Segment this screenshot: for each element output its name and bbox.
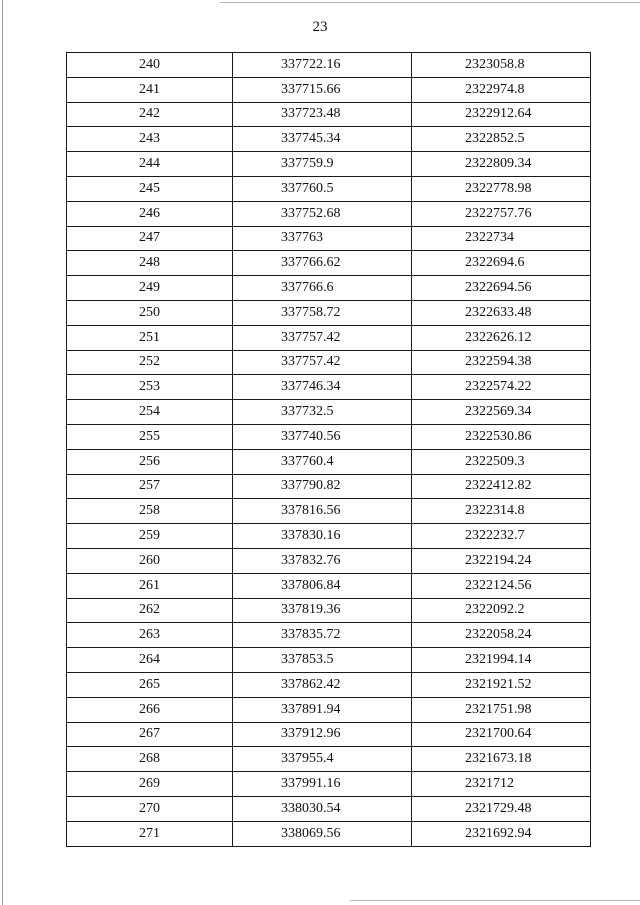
point-number-cell: 268 <box>67 747 233 772</box>
coordinate-table <box>66 52 591 847</box>
table-row <box>67 300 591 325</box>
x-coordinate-cell: 337853.5 <box>233 648 412 673</box>
y-coordinate-cell: 2322694.56 <box>412 276 591 301</box>
table-row <box>67 424 591 449</box>
y-coordinate-cell: 2322778.98 <box>412 176 591 201</box>
table-row <box>67 176 591 201</box>
table-row <box>67 573 591 598</box>
x-coordinate-cell: 338030.54 <box>233 796 412 821</box>
table-row <box>67 796 591 821</box>
x-coordinate-cell: 337991.16 <box>233 772 412 797</box>
y-coordinate-cell: 2322757.76 <box>412 201 591 226</box>
y-coordinate-cell: 2322694.6 <box>412 251 591 276</box>
point-number-cell: 248 <box>67 251 233 276</box>
x-coordinate-cell: 337758.72 <box>233 300 412 325</box>
x-coordinate-cell: 337760.4 <box>233 449 412 474</box>
point-number-cell: 265 <box>67 672 233 697</box>
x-coordinate-cell: 337830.16 <box>233 524 412 549</box>
y-coordinate-cell: 2322626.12 <box>412 325 591 350</box>
y-coordinate-cell: 2322912.64 <box>412 102 591 127</box>
table-row <box>67 598 591 623</box>
table-row <box>67 449 591 474</box>
x-coordinate-cell: 337745.34 <box>233 127 412 152</box>
x-coordinate-cell: 337757.42 <box>233 350 412 375</box>
x-coordinate-cell: 337832.76 <box>233 548 412 573</box>
table-row <box>67 375 591 400</box>
y-coordinate-cell: 2322314.8 <box>412 499 591 524</box>
y-coordinate-cell: 2322594.38 <box>412 350 591 375</box>
y-coordinate-cell: 2321712 <box>412 772 591 797</box>
x-coordinate-cell: 337723.48 <box>233 102 412 127</box>
y-coordinate-cell: 2323058.8 <box>412 53 591 78</box>
y-coordinate-cell: 2322412.82 <box>412 474 591 499</box>
table-row <box>67 672 591 697</box>
table-row <box>67 548 591 573</box>
point-number-cell: 255 <box>67 424 233 449</box>
y-coordinate-cell: 2322509.3 <box>412 449 591 474</box>
x-coordinate-cell: 337746.34 <box>233 375 412 400</box>
point-number-cell: 252 <box>67 350 233 375</box>
y-coordinate-cell: 2322852.5 <box>412 127 591 152</box>
point-number-cell: 257 <box>67 474 233 499</box>
x-coordinate-cell: 337732.5 <box>233 400 412 425</box>
point-number-cell: 266 <box>67 697 233 722</box>
y-coordinate-cell: 2321751.98 <box>412 697 591 722</box>
x-coordinate-cell: 337766.62 <box>233 251 412 276</box>
point-number-cell: 251 <box>67 325 233 350</box>
point-number-cell: 263 <box>67 623 233 648</box>
point-number-cell: 249 <box>67 276 233 301</box>
point-number-cell: 244 <box>67 152 233 177</box>
point-number-cell: 243 <box>67 127 233 152</box>
point-number-cell: 246 <box>67 201 233 226</box>
point-number-cell: 270 <box>67 796 233 821</box>
x-coordinate-cell: 337740.56 <box>233 424 412 449</box>
table-row <box>67 350 591 375</box>
x-coordinate-cell: 337912.96 <box>233 722 412 747</box>
table-row <box>67 747 591 772</box>
point-number-cell: 261 <box>67 573 233 598</box>
point-number-cell: 256 <box>67 449 233 474</box>
x-coordinate-cell: 337766.6 <box>233 276 412 301</box>
table-row <box>67 821 591 846</box>
scan-edge-bottom <box>350 900 640 901</box>
point-number-cell: 260 <box>67 548 233 573</box>
y-coordinate-cell: 2322058.24 <box>412 623 591 648</box>
y-coordinate-cell: 2321921.52 <box>412 672 591 697</box>
x-coordinate-cell: 337955.4 <box>233 747 412 772</box>
table-row <box>67 474 591 499</box>
y-coordinate-cell: 2321692.94 <box>412 821 591 846</box>
point-number-cell: 262 <box>67 598 233 623</box>
point-number-cell: 245 <box>67 176 233 201</box>
point-number-cell: 267 <box>67 722 233 747</box>
table-row <box>67 648 591 673</box>
table-row <box>67 400 591 425</box>
y-coordinate-cell: 2321700.64 <box>412 722 591 747</box>
y-coordinate-cell: 2322124.56 <box>412 573 591 598</box>
table-row <box>67 722 591 747</box>
y-coordinate-cell: 2322194.24 <box>412 548 591 573</box>
point-number-cell: 259 <box>67 524 233 549</box>
x-coordinate-cell: 337760.5 <box>233 176 412 201</box>
point-number-cell: 247 <box>67 226 233 251</box>
table-row <box>67 524 591 549</box>
point-number-cell: 250 <box>67 300 233 325</box>
point-number-cell: 271 <box>67 821 233 846</box>
x-coordinate-cell: 337759.9 <box>233 152 412 177</box>
point-number-cell: 269 <box>67 772 233 797</box>
y-coordinate-cell: 2322734 <box>412 226 591 251</box>
scan-edge-top <box>220 2 640 3</box>
x-coordinate-cell: 337790.82 <box>233 474 412 499</box>
y-coordinate-cell: 2322530.86 <box>412 424 591 449</box>
y-coordinate-cell: 2321673.18 <box>412 747 591 772</box>
table-row <box>67 152 591 177</box>
y-coordinate-cell: 2322633.48 <box>412 300 591 325</box>
table-row <box>67 226 591 251</box>
y-coordinate-cell: 2322574.22 <box>412 375 591 400</box>
x-coordinate-cell: 337806.84 <box>233 573 412 598</box>
y-coordinate-cell: 2322569.34 <box>412 400 591 425</box>
page-number: 23 <box>312 19 328 35</box>
table-row <box>67 77 591 102</box>
point-number-cell: 253 <box>67 375 233 400</box>
table-row <box>67 276 591 301</box>
y-coordinate-cell: 2322974.8 <box>412 77 591 102</box>
point-number-cell: 240 <box>67 53 233 78</box>
table-row <box>67 772 591 797</box>
x-coordinate-cell: 338069.56 <box>233 821 412 846</box>
x-coordinate-cell: 337891.94 <box>233 697 412 722</box>
y-coordinate-cell: 2322092.2 <box>412 598 591 623</box>
coordinate-table-body <box>67 53 591 847</box>
x-coordinate-cell: 337816.56 <box>233 499 412 524</box>
y-coordinate-cell: 2322232.7 <box>412 524 591 549</box>
scan-edge-left <box>2 0 3 905</box>
point-number-cell: 241 <box>67 77 233 102</box>
table-row <box>67 325 591 350</box>
table-row <box>67 201 591 226</box>
table-row <box>67 102 591 127</box>
point-number-cell: 264 <box>67 648 233 673</box>
x-coordinate-cell: 337763 <box>233 226 412 251</box>
x-coordinate-cell: 337722.16 <box>233 53 412 78</box>
point-number-cell: 242 <box>67 102 233 127</box>
y-coordinate-cell: 2322809.34 <box>412 152 591 177</box>
table-row <box>67 53 591 78</box>
x-coordinate-cell: 337835.72 <box>233 623 412 648</box>
table-row <box>67 697 591 722</box>
table-row <box>67 127 591 152</box>
x-coordinate-cell: 337715.66 <box>233 77 412 102</box>
y-coordinate-cell: 2321729.48 <box>412 796 591 821</box>
x-coordinate-cell: 337819.36 <box>233 598 412 623</box>
table-row <box>67 499 591 524</box>
table-row <box>67 623 591 648</box>
table-row <box>67 251 591 276</box>
point-number-cell: 258 <box>67 499 233 524</box>
x-coordinate-cell: 337752.68 <box>233 201 412 226</box>
y-coordinate-cell: 2321994.14 <box>412 648 591 673</box>
x-coordinate-cell: 337862.42 <box>233 672 412 697</box>
x-coordinate-cell: 337757.42 <box>233 325 412 350</box>
point-number-cell: 254 <box>67 400 233 425</box>
